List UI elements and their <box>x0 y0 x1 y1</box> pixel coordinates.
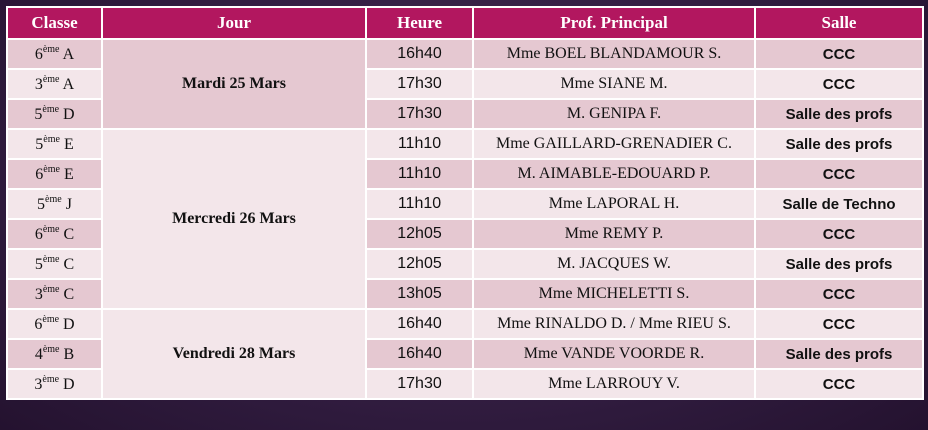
prof-principal-cell: Mme REMY P. <box>473 219 755 249</box>
classe-number: 3 <box>34 376 43 393</box>
heure-cell: 12h05 <box>366 249 473 279</box>
heure-cell: 16h40 <box>366 39 473 69</box>
classe-suffix: ème <box>42 74 60 85</box>
classe-cell <box>7 39 102 69</box>
classe-suffix: ème <box>45 194 62 205</box>
salle-cell: Salle des profs <box>755 129 923 159</box>
prof-principal-cell: Mme SIANE M. <box>473 69 755 99</box>
heure-cell: 17h30 <box>366 99 473 129</box>
header-heure: Heure <box>366 7 473 39</box>
salle-cell: Salle des profs <box>755 99 923 129</box>
classe-cell <box>7 249 102 279</box>
classe-letter: A <box>62 46 75 63</box>
prof-principal-cell: Mme GAILLARD-GRENADIER C. <box>473 129 755 159</box>
classe-letter: E <box>63 166 74 183</box>
salle-cell: Salle de Techno <box>755 189 923 219</box>
prof-principal-cell: Mme LAPORAL H. <box>473 189 755 219</box>
classe-number: 6 <box>35 166 44 183</box>
classe-cell <box>7 309 102 339</box>
heure-cell: 11h10 <box>366 189 473 219</box>
classe-suffix: ème <box>42 284 60 295</box>
prof-principal-cell: Mme MICHELETTI S. <box>473 279 755 309</box>
header-salle: Salle <box>755 7 923 39</box>
classe-cell <box>7 159 102 189</box>
classe-number: 6 <box>34 226 43 243</box>
heure-cell: 16h40 <box>366 309 473 339</box>
salle-cell: CCC <box>755 159 923 189</box>
table-row <box>7 309 923 339</box>
prof-principal-cell: M. GENIPA F. <box>473 99 755 129</box>
salle-cell: Salle des profs <box>755 339 923 369</box>
heure-cell: 11h10 <box>366 129 473 159</box>
heure-cell: 17h30 <box>366 69 473 99</box>
classe-letter: D <box>63 316 75 333</box>
classe-suffix: ème <box>42 314 60 325</box>
classe-number: 4 <box>34 346 43 363</box>
table-row <box>7 39 923 69</box>
classe-number: 5 <box>34 106 43 123</box>
salle-cell: CCC <box>755 369 923 399</box>
classe-suffix: ème <box>42 254 60 265</box>
classe-number: 3 <box>34 76 43 93</box>
salle-cell: CCC <box>755 69 923 99</box>
classe-cell <box>7 279 102 309</box>
classe-number: 5 <box>37 196 46 213</box>
classe-letter: A <box>62 76 75 93</box>
heure-cell: 11h10 <box>366 159 473 189</box>
classe-letter: E <box>63 136 74 153</box>
classe-cell <box>7 369 102 399</box>
classe-letter: D <box>63 376 75 393</box>
jour-cell: Mercredi 26 Mars <box>102 129 366 309</box>
prof-principal-cell: Mme RINALDO D. / Mme RIEU S. <box>473 309 755 339</box>
prof-principal-cell: M. AIMABLE-EDOUARD P. <box>473 159 755 189</box>
prof-principal-cell: M. JACQUES W. <box>473 249 755 279</box>
classe-letter: C <box>63 286 75 303</box>
jour-cell: Vendredi 28 Mars <box>102 309 366 399</box>
classe-letter: J <box>65 196 72 213</box>
classe-letter: C <box>63 256 75 273</box>
header-classe: Classe <box>7 7 102 39</box>
prof-principal-cell: Mme BOEL BLANDAMOUR S. <box>473 39 755 69</box>
header-prof-principal: Prof. Principal <box>473 7 755 39</box>
classe-cell <box>7 129 102 159</box>
prof-principal-cell: Mme LARROUY V. <box>473 369 755 399</box>
classe-number: 6 <box>34 46 43 63</box>
classe-suffix: ème <box>43 164 60 175</box>
classe-letter: B <box>63 346 75 363</box>
classe-suffix: ème <box>43 134 60 145</box>
classe-suffix: ème <box>42 104 60 115</box>
classe-cell <box>7 69 102 99</box>
classe-cell <box>7 189 102 219</box>
classe-suffix: ème <box>42 44 60 55</box>
prof-principal-cell: Mme VANDE VOORDE R. <box>473 339 755 369</box>
header-jour: Jour <box>102 7 366 39</box>
classe-letter: D <box>63 106 75 123</box>
classe-suffix: ème <box>42 224 60 235</box>
heure-cell: 16h40 <box>366 339 473 369</box>
header-row <box>7 7 923 39</box>
salle-cell: Salle des profs <box>755 249 923 279</box>
salle-cell: CCC <box>755 309 923 339</box>
heure-cell: 12h05 <box>366 219 473 249</box>
classe-cell <box>7 99 102 129</box>
classe-cell <box>7 339 102 369</box>
classe-number: 5 <box>34 256 43 273</box>
heure-cell: 17h30 <box>366 369 473 399</box>
classe-letter: C <box>63 226 75 243</box>
salle-cell: CCC <box>755 219 923 249</box>
classe-number: 3 <box>34 286 43 303</box>
jour-cell: Mardi 25 Mars <box>102 39 366 129</box>
classe-number: 5 <box>35 136 44 153</box>
table-row <box>7 129 923 159</box>
classe-suffix: ème <box>42 344 60 355</box>
classe-cell <box>7 219 102 249</box>
heure-cell: 13h05 <box>366 279 473 309</box>
classe-number: 6 <box>34 316 43 333</box>
salle-cell: CCC <box>755 279 923 309</box>
salle-cell: CCC <box>755 39 923 69</box>
classe-suffix: ème <box>42 374 60 385</box>
schedule-container <box>6 6 924 400</box>
schedule-table <box>6 6 924 400</box>
schedule-body <box>7 39 923 399</box>
